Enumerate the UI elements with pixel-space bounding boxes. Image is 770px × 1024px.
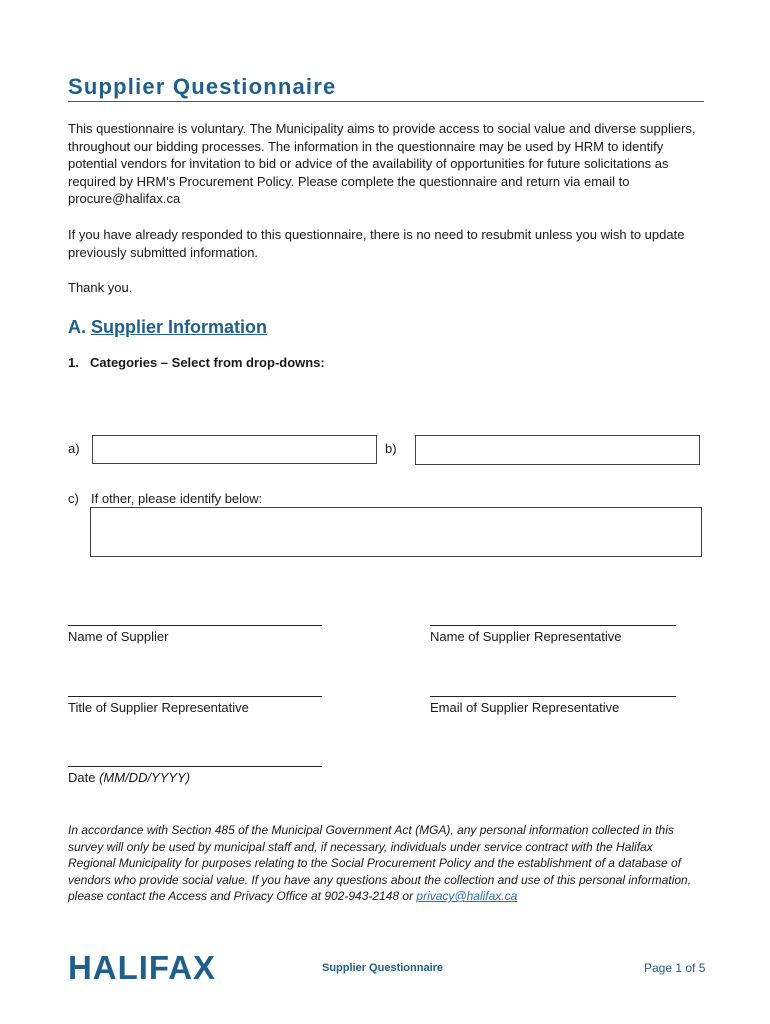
field-c-label: c)	[68, 491, 79, 506]
privacy-notice	[68, 822, 698, 905]
rep-email-line[interactable]	[430, 696, 676, 697]
intro-thank-you: Thank you.	[68, 280, 133, 295]
field-c-prompt: If other, please identify below:	[91, 491, 263, 506]
field-b-label: b)	[385, 441, 397, 456]
rep-name-label: Name of Supplier Representative	[430, 629, 622, 644]
privacy-notice-text: In accordance with Section 485 of the Municipal Government Act (MGA), any personal information collected in this survey will only be used by municipal staff and, if necessary, individuals under service contract with the Halifax Regional Municipality for purposes relating to the Social Procurement Policy and the establishment of a database of vendors who provide social value. If you have any questions about the collection and use of this personal information, please contact the Access and Privacy Office at 902-943-2148 or	[68, 823, 692, 903]
title-divider	[68, 101, 704, 102]
footer-doc-title: Supplier Questionnaire	[322, 962, 444, 974]
supplier-name-line[interactable]	[68, 625, 322, 626]
privacy-email-link[interactable]: privacy@halifax.ca	[416, 889, 518, 903]
intro-paragraph-1: This questionnaire is voluntary. The Municipality aims to provide access to social value and diverse suppliers, throughout our bidding processes. The information in the questionnaire may be used by HRM to identify potential vendors for invitation to bid or advice of the availability of opportunities for future solicitations as required by HRM's Procurement Policy. Please complete the questionnaire and return via email to procure@halifax.ca	[68, 121, 696, 206]
question-1-number: 1.	[68, 355, 79, 370]
halifax-logo-text: HALIFAX	[68, 951, 216, 985]
page-title: Supplier Questionnaire	[68, 74, 337, 99]
halifax-logo	[68, 951, 218, 985]
rep-name-line[interactable]	[430, 625, 676, 626]
section-a-heading	[68, 317, 267, 338]
rep-email-label: Email of Supplier Representative	[430, 700, 620, 715]
date-format-hint: (MM/DD/YYYY)	[99, 770, 191, 785]
rep-title-label: Title of Supplier Representative	[68, 700, 249, 715]
supplier-name-label: Name of Supplier	[68, 629, 169, 644]
page-number: Page 1 of 5	[644, 961, 706, 975]
date-line[interactable]	[68, 766, 322, 767]
other-category-textarea[interactable]	[90, 507, 702, 557]
section-a-letter: A.	[68, 317, 86, 337]
question-1	[68, 355, 325, 370]
date-label	[68, 770, 190, 785]
rep-title-line[interactable]	[68, 696, 322, 697]
date-label-text: Date	[68, 770, 100, 785]
intro-paragraph-2: If you have already responded to this questionnaire, there is no need to resubmit unless you wish to update previously submitted information.	[68, 227, 685, 260]
category-a-dropdown[interactable]	[92, 435, 377, 464]
category-b-dropdown[interactable]	[415, 435, 700, 465]
field-a-label: a)	[68, 441, 80, 456]
section-a-title: Supplier Information	[91, 317, 268, 337]
question-1-label: Categories – Select from drop-downs:	[90, 355, 325, 370]
